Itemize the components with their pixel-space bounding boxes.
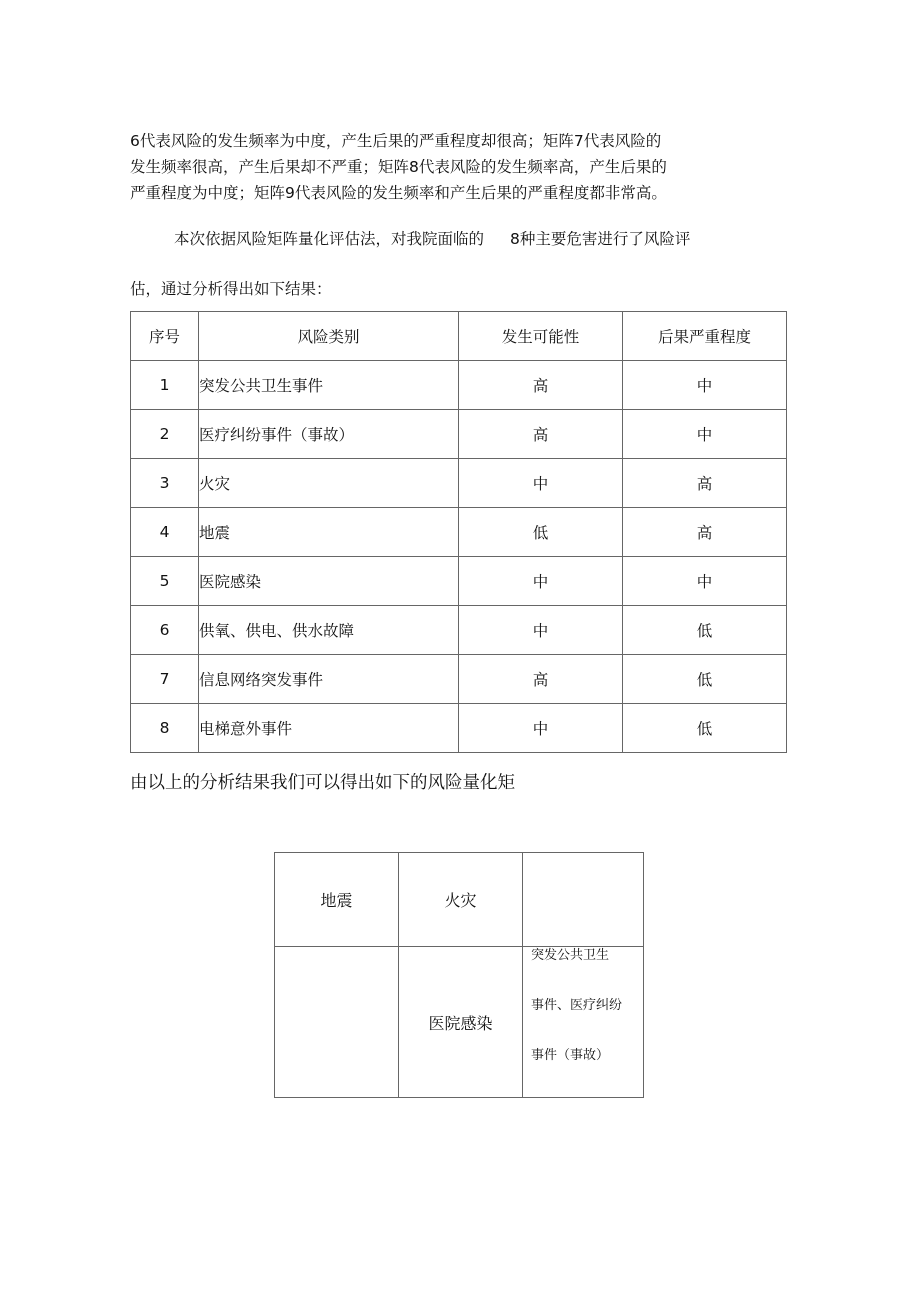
conclusion-text: 由以上的分析结果我们可以得出如下的风险量化矩 bbox=[130, 773, 515, 793]
matrix-cell-earthquake: 地震 bbox=[275, 853, 399, 947]
table-row bbox=[131, 459, 787, 508]
table-row bbox=[131, 606, 787, 655]
assessment-paragraph-cont bbox=[130, 276, 770, 302]
matrix-row bbox=[275, 947, 644, 1098]
cell-likelihood: 低 bbox=[459, 508, 623, 557]
cell-category: 医疗纠纷事件（事故） bbox=[199, 410, 459, 459]
cell-likelihood: 高 bbox=[459, 361, 623, 410]
header-no: 序号 bbox=[131, 312, 199, 361]
cell-category: 火灾 bbox=[199, 459, 459, 508]
table-row bbox=[131, 704, 787, 753]
cell-category: 地震 bbox=[199, 508, 459, 557]
matrix-cell-fire: 火灾 bbox=[399, 853, 523, 947]
cell-no: 6 bbox=[131, 606, 199, 655]
intro-line: 严重程度为中度；矩阵9代表风险的发生频率和产生后果的严重程度都非常高。 bbox=[130, 184, 667, 202]
cell-severity: 中 bbox=[623, 410, 787, 459]
cell-category: 信息网络突发事件 bbox=[199, 655, 459, 704]
matrix-cell-empty bbox=[275, 947, 399, 1098]
assessment-text-1: 本次依据风险矩阵量化评估法，对我院面临的 bbox=[174, 230, 485, 248]
cell-no: 3 bbox=[131, 459, 199, 508]
intro-line: 发生频率很高，产生后果却不严重；矩阵8代表风险的发生频率高，产生后果的 bbox=[130, 158, 667, 176]
cell-no: 7 bbox=[131, 655, 199, 704]
cell-likelihood: 中 bbox=[459, 704, 623, 753]
cell-likelihood: 高 bbox=[459, 655, 623, 704]
matrix-cell-public-health-medical-dispute bbox=[523, 947, 644, 1098]
cell-severity: 中 bbox=[623, 557, 787, 606]
table-header-row bbox=[131, 312, 787, 361]
cell-severity: 低 bbox=[623, 704, 787, 753]
cell-no: 2 bbox=[131, 410, 199, 459]
assessment-text-3: 估，通过分析得出如下结果： bbox=[130, 280, 332, 298]
cell-no: 4 bbox=[131, 508, 199, 557]
table-row bbox=[131, 557, 787, 606]
cell-likelihood: 中 bbox=[459, 557, 623, 606]
cell-severity: 中 bbox=[623, 361, 787, 410]
cell-no: 8 bbox=[131, 704, 199, 753]
table-row bbox=[131, 410, 787, 459]
intro-paragraph bbox=[130, 128, 770, 206]
cell-category: 电梯意外事件 bbox=[199, 704, 459, 753]
cell-no: 1 bbox=[131, 361, 199, 410]
cell-likelihood: 中 bbox=[459, 459, 623, 508]
matrix-cell-infection: 医院感染 bbox=[399, 947, 523, 1098]
cell-severity: 高 bbox=[623, 459, 787, 508]
header-severity: 后果严重程度 bbox=[623, 312, 787, 361]
table-row bbox=[131, 655, 787, 704]
risk-matrix bbox=[274, 852, 644, 1098]
cell-likelihood: 中 bbox=[459, 606, 623, 655]
risk-table bbox=[130, 311, 787, 753]
cell-category: 突发公共卫生事件 bbox=[199, 361, 459, 410]
intro-line: 6代表风险的发生频率为中度，产生后果的严重程度却很高；矩阵7代表风险的 bbox=[130, 132, 662, 150]
cell-no: 5 bbox=[131, 557, 199, 606]
cell-severity: 低 bbox=[623, 655, 787, 704]
cell-likelihood: 高 bbox=[459, 410, 623, 459]
matrix-cell-line: 突发公共卫生 bbox=[531, 948, 610, 963]
header-category: 风险类别 bbox=[199, 312, 459, 361]
matrix-cell-line: 事件、医疗纠纷 bbox=[531, 998, 623, 1013]
table-row bbox=[131, 508, 787, 557]
matrix-cell-line: 事件（事故） bbox=[531, 1048, 610, 1063]
header-likelihood: 发生可能性 bbox=[459, 312, 623, 361]
cell-category: 供氧、供电、供水故障 bbox=[199, 606, 459, 655]
assessment-text-2: 8种主要危害进行了风险评 bbox=[510, 230, 691, 248]
table-row bbox=[131, 361, 787, 410]
cell-severity: 低 bbox=[623, 606, 787, 655]
cell-category: 医院感染 bbox=[199, 557, 459, 606]
cell-severity: 高 bbox=[623, 508, 787, 557]
assessment-paragraph bbox=[130, 226, 770, 252]
